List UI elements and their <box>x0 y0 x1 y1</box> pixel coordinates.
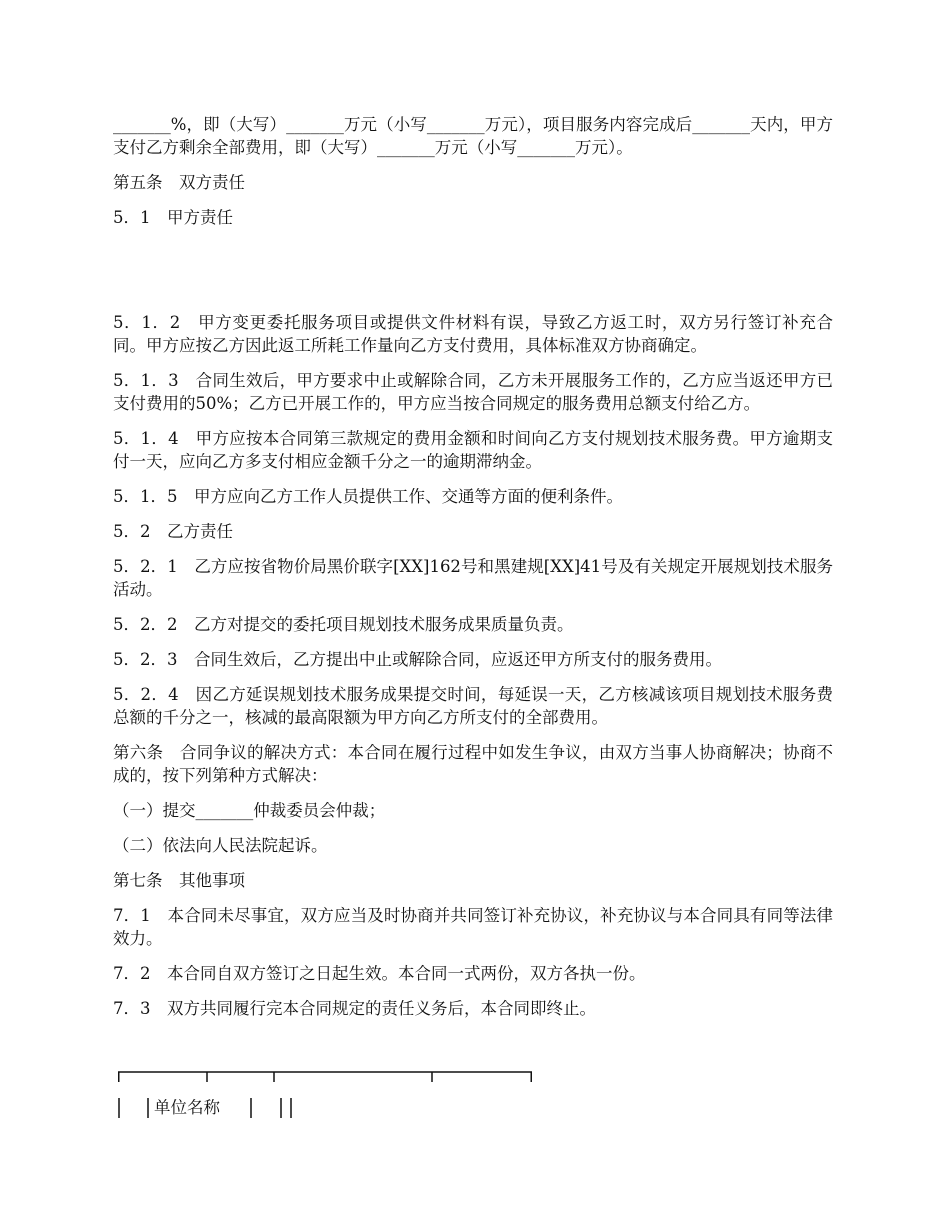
paragraph-5-1-4: 5．1．4 甲方应按本合同第三款规定的费用金额和时间向乙方支付规划技术服务费。甲方逾期支付一天，应向乙方多支付相应金额千分之一的逾期滞纳金。 <box>113 429 833 471</box>
paragraph-7-1: 7．1 本合同未尽事宜，双方应当及时协商并共同签订补充协议，补充协议与本合同具有同等法律效力。 <box>113 906 833 948</box>
paragraph-option-1: （一）提交_______仲裁委员会仲裁； <box>113 801 386 820</box>
heading-5-1: 5．1 甲方责任 <box>113 208 233 227</box>
paragraph-payment-terms: _______%，即（大写）_______万元（小写_______万元），项目服务内容完成后_______天内，甲方支付乙方剩余全部费用，即（大写）_______万元（小写_______万元）。 <box>113 115 833 157</box>
paragraph-7-3: 7．3 双方共同履行完本合同规定的责任义务后，本合同即终止。 <box>113 999 596 1018</box>
signature-table <box>118 1068 538 1128</box>
paragraph-5-1-3: 5．1．3 合同生效后，甲方要求中止或解除合同，乙方未开展服务工作的，乙方应当返还甲方已支付费用的50%；乙方已开展工作的，甲方应当按合同规定的服务费用总额支付给乙方。 <box>113 371 833 413</box>
paragraph-5-2-4: 5．2．4 因乙方延误规划技术服务成果提交时间，每延误一天，乙方核减该项目规划技术服务费总额的千分之一，核减的最高限额为甲方向乙方所支付的全部费用。 <box>113 685 833 727</box>
paragraph-7-2: 7．2 本合同自双方签订之日起生效。本合同一式两份，双方各执一份。 <box>113 964 646 983</box>
paragraph-option-2: （二）依法向人民法院起诉。 <box>113 836 328 855</box>
heading-article-5: 第五条 双方责任 <box>113 173 245 192</box>
heading-article-6: 第六条 合同争议的解决方式：本合同在履行过程中如发生争议，由双方当事人协商解决；协商不成的，按下列第种方式解决： <box>113 743 833 785</box>
document-body <box>113 113 833 1032</box>
paragraph-5-1-5: 5．1．5 甲方应向乙方工作人员提供工作、交通等方面的便利条件。 <box>113 487 623 506</box>
unit-name-label: 单位名称 <box>154 1098 220 1117</box>
paragraph-5-2-2: 5．2．2 乙方对提交的委托项目规划技术服务成果质量负责。 <box>113 615 574 634</box>
paragraph-5-1-2: 5．1．2 甲方变更委托服务项目或提供文件材料有误，导致乙方返工时，双方另行签订补充合同。甲方应按乙方因此返工所耗工作量向乙方支付费用，具体标准双方协商确定。 <box>113 313 833 355</box>
paragraph-5-2-1: 5．2．1 乙方应按省物价局黑价联字[XX]162号和黑建规[XX]41号及有关规定开展规划技术服务活动。 <box>113 557 833 599</box>
heading-5-2: 5．2 乙方责任 <box>113 522 233 541</box>
heading-article-7: 第七条 其他事项 <box>113 871 245 890</box>
paragraph-5-2-3: 5．2．3 合同生效后，乙方提出中止或解除合同，应返还甲方所支付的服务费用。 <box>113 650 722 669</box>
